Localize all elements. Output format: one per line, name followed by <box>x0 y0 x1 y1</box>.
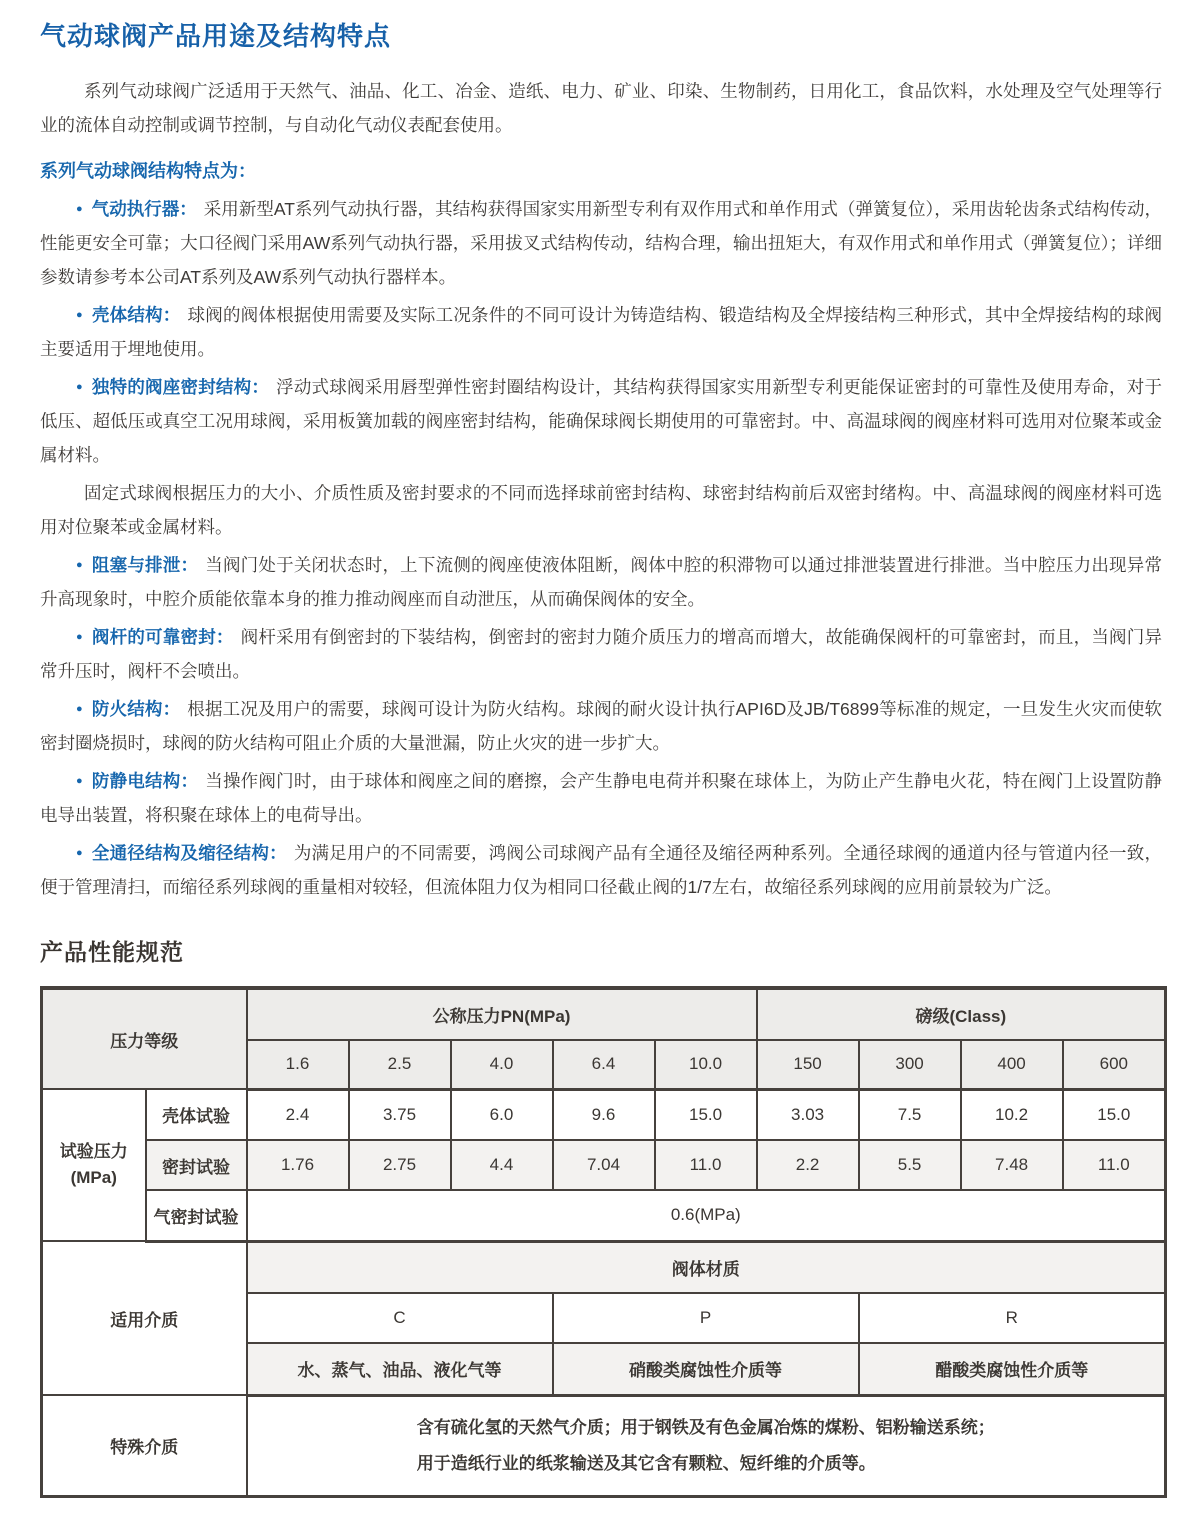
bullet-icon: ● <box>76 703 83 715</box>
cell-grade: 6.4 <box>553 1040 655 1089</box>
cell-media-label: 适用介质 <box>42 1241 247 1395</box>
feature-item-antistatic <box>40 764 1162 832</box>
cell-seal-value: 2.75 <box>349 1140 451 1190</box>
bullet-icon: ● <box>76 381 83 393</box>
feature-label: 阻塞与排泄： <box>91 555 199 575</box>
performance-spec-table <box>40 986 1167 1498</box>
feature-text: 浮动式球阀采用唇型弹性密封圈结构设计，其结构获得国家实用新型专利更能保证密封的可靠性及使用寿命，对于低压、超低压或真空工况用球阀，采用板簧加载的阀座密封结构，能确保球阀长期使用的可靠密封。中、高温球阀的阀座材料可选用对位聚苯或金属材料。 <box>40 377 1163 465</box>
cell-seal-value: 1.76 <box>247 1140 349 1190</box>
feature-item-shell <box>40 298 1162 366</box>
feature-text: 球阀的阀体根据使用需要及实际工况条件的不同可设计为铸造结构、锻造结构及全焊接结构三种形式，其中全焊接结构的球阀主要适用于埋地使用。 <box>40 305 1163 359</box>
feature-text: 阀杆采用有倒密封的下装结构，倒密封的密封力随介质压力的增高而增大，故能确保阀杆的可靠密封，而且，当阀门异常升压时，阀杆不会喷出。 <box>40 627 1162 681</box>
bullet-icon: ● <box>76 309 83 321</box>
feature-label: 全通径结构及缩径结构： <box>91 843 287 863</box>
cell-grade: 1.6 <box>247 1040 349 1089</box>
test-pressure-line1: 试验压力 <box>59 1142 128 1161</box>
feature-label: 防火结构： <box>91 699 181 719</box>
cell-shell-value: 15.0 <box>1063 1089 1166 1140</box>
cell-grade: 4.0 <box>451 1040 553 1089</box>
spec-section-title: 产品性能规范 <box>40 939 184 965</box>
cell-airtight-label: 气密封试验 <box>146 1190 247 1241</box>
feature-label: 阀杆的可靠密封： <box>91 627 234 647</box>
bullet-icon: ● <box>76 631 83 643</box>
cell-shell-value: 10.2 <box>961 1089 1063 1140</box>
cell-material-c: C <box>247 1293 553 1343</box>
cell-pn-header: 公称压力PN(MPa) <box>247 988 757 1040</box>
feature-item-full-bore <box>40 836 1162 904</box>
test-pressure-line2: (MPa) <box>70 1168 117 1187</box>
cell-grade: 600 <box>1063 1040 1166 1089</box>
feature-text: 根据工况及用户的需要，球阀可设计为防火结构。球阀的耐火设计执行API6D及JB/T6899等标准的规定，一旦发生火灾而使软密封圈烧损时，球阀的防火结构可阻止介质的大量泄漏，防止火灾的进一步扩大。 <box>40 699 1163 753</box>
cell-grade: 2.5 <box>349 1040 451 1089</box>
bullet-icon: ● <box>76 847 83 859</box>
intro-paragraph: 系列气动球阀广泛适用于天然气、油品、化工、冶金、造纸、电力、矿业、印染、生物制药，日用化工，食品饮料，水处理及空气处理等行业的流体自动控制或调节控制，与自动化气动仪表配套使用。 <box>40 81 1162 135</box>
feature-item-actuator <box>40 192 1162 294</box>
feature-text: 当操作阀门时，由于球体和阀座之间的磨擦，会产生静电电荷并积聚在球体上，为防止产生静电火花，特在阀门上设置防静电导出装置，将积聚在球体上的电荷导出。 <box>40 771 1163 825</box>
cell-shell-value: 3.03 <box>757 1089 859 1140</box>
cell-class-header: 磅级(Class) <box>757 988 1166 1040</box>
feature-label: 防静电结构： <box>91 771 199 791</box>
cell-shell-value: 6.0 <box>451 1089 553 1140</box>
cell-grade: 150 <box>757 1040 859 1089</box>
cell-seal-value: 2.2 <box>757 1140 859 1190</box>
cell-test-pressure-label <box>42 1089 146 1241</box>
special-media-text <box>417 1410 995 1482</box>
cell-shell-test-label: 壳体试验 <box>146 1089 247 1140</box>
cell-shell-value: 2.4 <box>247 1089 349 1140</box>
bullet-icon: ● <box>76 559 83 571</box>
cell-seal-value: 7.48 <box>961 1140 1063 1190</box>
page-title: 气动球阀产品用途及结构特点 <box>40 21 392 51</box>
feature-label: 壳体结构： <box>91 305 181 325</box>
cell-seal-value: 11.0 <box>655 1140 757 1190</box>
feature-text: 当阀门处于关闭状态时，上下流侧的阀座使液体阻断，阀体中腔的积滞物可以通过排泄装置进行排泄。当中腔压力出现异常升高现象时，中腔介质能依靠本身的推力推动阀座而自动泄压，从而确保阀体的安全。 <box>40 555 1163 609</box>
cell-special-media-content <box>247 1395 1166 1496</box>
cell-grade: 10.0 <box>655 1040 757 1089</box>
special-media-line2: 用于造纸行业的纸浆输送及其它含有颗粒、短纤维的介质等。 <box>416 1453 876 1473</box>
cell-shell-value: 3.75 <box>349 1089 451 1140</box>
cell-special-media-label: 特殊介质 <box>42 1395 247 1496</box>
cell-shell-value: 15.0 <box>655 1089 757 1140</box>
cell-grade: 300 <box>859 1040 961 1089</box>
feature-label: 气动执行器： <box>91 199 197 219</box>
bullet-icon: ● <box>76 203 83 215</box>
cell-shell-value: 7.5 <box>859 1089 961 1140</box>
cell-airtight-value: 0.6(MPa) <box>247 1190 1166 1241</box>
feature-item-seat-seal <box>40 370 1162 472</box>
cell-grade: 400 <box>961 1040 1063 1089</box>
cell-seal-value: 4.4 <box>451 1140 553 1190</box>
cell-shell-value: 9.6 <box>553 1089 655 1140</box>
cell-media-type-c: 水、蒸气、油品、液化气等 <box>247 1343 553 1395</box>
feature-text: 采用新型AT系列气动执行器，其结构获得国家实用新型专利有双作用式和单作用式（弹簧复位），采用齿轮齿条式结构传动，性能更安全可靠；大口径阀门采用AW系列气动执行器，采用拔叉式结构传动，结构合理，输出扭矩大，有双作用式和单作用式（弹簧复位）；详细参数请参考本公司AT系列及AW系列气动执行器样本。 <box>40 199 1163 287</box>
cell-seal-test-label: 密封试验 <box>146 1140 247 1190</box>
feature-item-fireproof <box>40 692 1162 760</box>
feature-text: 为满足用户的不同需要，鸿阀公司球阀产品有全通径及缩径两种系列。全通径球阀的通道内径与管道内径一致，便于管理清扫，而缩径系列球阀的重量相对较轻，但流体阻力仅为相同口径截止阀的1/7左右，故缩径系列球阀的应用前景较为广泛。 <box>40 843 1162 897</box>
cell-media-type-p: 硝酸类腐蚀性介质等 <box>553 1343 859 1395</box>
feature-item-stem-seal <box>40 620 1162 688</box>
feature-item-block-drain <box>40 548 1162 616</box>
cell-body-material-header: 阀体材质 <box>247 1241 1166 1293</box>
cell-material-r: R <box>859 1293 1166 1343</box>
feature-label: 独特的阀座密封结构： <box>91 377 270 397</box>
features-heading: 系列气动球阀结构特点为： <box>40 161 256 181</box>
cell-seal-value: 7.04 <box>553 1140 655 1190</box>
bullet-icon: ● <box>76 775 83 787</box>
cell-pressure-grade: 压力等级 <box>42 988 247 1089</box>
fixed-ball-valve-paragraph: 固定式球阀根据压力的大小、介质性质及密封要求的不同而选择球前密封结构、球密封结构前后双密封绪构。中、高温球阀的阀座材料可选用对位聚苯或金属材料。 <box>40 483 1162 537</box>
cell-seal-value: 11.0 <box>1063 1140 1166 1190</box>
cell-seal-value: 5.5 <box>859 1140 961 1190</box>
cell-material-p: P <box>553 1293 859 1343</box>
cell-media-type-r: 醋酸类腐蚀性介质等 <box>859 1343 1166 1395</box>
special-media-line1: 含有硫化氢的天然气介质；用于钢铁及有色金属冶炼的煤粉、铝粉输送系统； <box>416 1417 995 1437</box>
